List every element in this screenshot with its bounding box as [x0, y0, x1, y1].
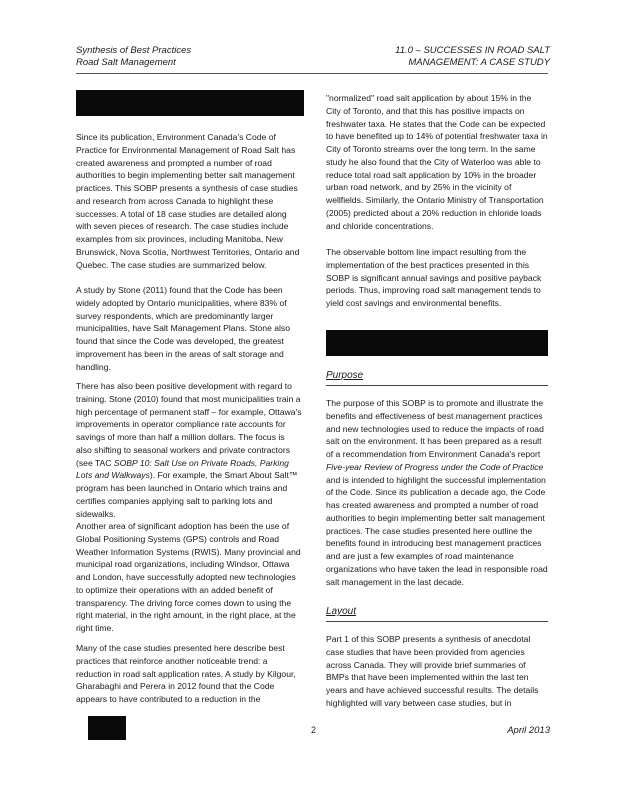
gps-rwis-paragraph: Another area of significant adoption has been the use of Global Positioning Systems (GPS) controls and Road Weather Information Systems (RWIS). Many provincial and municipal road organizations, including Windsor, Ottawa and London, have successfully adopted new technologies to optimize their operations with an added benefit of transparency. The driving force comes down to using the right material, in the right amount, in the right place, at the right time. — [76, 521, 301, 633]
bottom-line-paragraph: The observable bottom line impact resulting from the implementation of the best practices presented in this SOBP is significant annual savings and positive payback periods. Thus, improving road salt management tends to yield cost savings and environmental benefits. — [326, 247, 542, 308]
right-section-banner — [326, 330, 548, 356]
layout-paragraph: Part 1 of this SOBP presents a synthesis of anecdotal case studies that have been provided from agencies across Canada. They will provide brief summaries of BMPs that have been implemented within the last ten years and have achieved successful results. The details highlighted will vary between case studies, but in — [326, 634, 539, 708]
training-text-a: There has also been positive development with regard to training. Stone (2010) found that most municipalities train a high percentage of permanent staff – for example, Ottawa's improvements in operator compliance rate accounts for savings of more than half a million dollars. The focus is also shifting to seasonal workers and private contractors (see TAC — [76, 381, 302, 468]
publisher-logo — [88, 716, 126, 740]
purpose-paragraph — [326, 397, 548, 588]
section-title-line2: MANAGEMENT: A CASE STUDY — [408, 57, 550, 68]
sobp10-reference: SOBP 10: Salt Use on Private Roads, Parking Lots and Walkways — [76, 457, 289, 481]
document-title-line2: Road Salt Management — [76, 57, 176, 68]
left-section-banner — [76, 90, 304, 116]
page-number: 2 — [311, 725, 317, 735]
purpose-heading: Purpose — [326, 370, 364, 381]
purpose-rule — [326, 385, 548, 386]
document-title-line1: Synthesis of Best Practices — [76, 45, 192, 56]
header-divider — [76, 73, 548, 74]
purpose-text-a: The purpose of this SOBP is to promote and illustrate the benefits and effectiveness of best management practices and new technologies used to reduce the impacts of road salt on the environment. It has been prepared as a result of a recommendation from Environment Canada's report — [326, 398, 544, 459]
stone-study-paragraph: A study by Stone (2011) found that the Code has been widely adopted by Ontario municipalities, where 83% of survey respondents, which are predominantly larger municipalities, have Salt Management Plans. Stone also found that since the Code was developed, the greatest improvement has been in the areas of salt storage and handling. — [76, 285, 291, 372]
document-title — [76, 45, 191, 69]
training-paragraph — [76, 380, 302, 520]
case-studies-paragraph: Many of the case studies presented here describe best practices that reinforce another noticeable trend: a reduction in road salt application rates. A study by Kilgour, Gharabaghi and Perera in 2012 found that the Code appears to have contributed to a reduction in the — [76, 643, 296, 704]
five-year-review-reference: Five-year Review of Progress under the Code of Practice — [326, 461, 544, 472]
section-title — [395, 45, 550, 69]
publication-date: April 2013 — [507, 725, 550, 736]
intro-paragraph: Since its publication, Environment Canada's Code of Practice for Environmental Management of Road Salt has created awareness and prompted a number of road authorities to begin implementing better salt management practices. This SOBP presents a synthesis of case studies and research from across Canada to highlight these successes. A total of 18 case studies are detailed along with seven pieces of research. The case studies include examples from six provinces, including Manitoba, New Brunswick, Nova Scotia, Northwest Territories, Ontario and Quebec. The case studies are summarized below. — [76, 132, 300, 270]
toronto-paragraph: "normalized" road salt application by about 15% in the City of Toronto, and that this has positive impacts on freshwater taxa. He states that the Code can be expected to have benefited up to 14% of potential freshwater taxa in City of Toronto streams over the long term. In the same study he also found that the City of Waterloo was able to reduce total road salt application by 10% in the broader urban road network, and by 25% in the vicinity of wellfields. Similarly, the Ontario Ministry of Transportation (2005) predicted about a 20% reduction in chloride loads and chloride concentrations. — [326, 93, 548, 231]
training-text-b: ). For example, the Smart About Salt™ program has been launched in Ontario which trains and certifies companies applying salt to parking lots and sidewalks. — [76, 470, 298, 519]
layout-rule — [326, 621, 548, 622]
layout-heading: Layout — [326, 606, 357, 617]
section-title-line1: 11.0 – SUCCESSES IN ROAD SALT — [395, 45, 550, 56]
purpose-text-b: and is intended to highlight the successful implementation of the Code. Since its publication a decade ago, the Code has created awareness and prompted a number of road authorities to begin implementing better salt management practices. The case studies presented here outline the benefits found in introducing best management practices and are just a few examples of road maintenance organizations who have taken the lead in responsible road salt management in the last decade. — [326, 474, 548, 587]
